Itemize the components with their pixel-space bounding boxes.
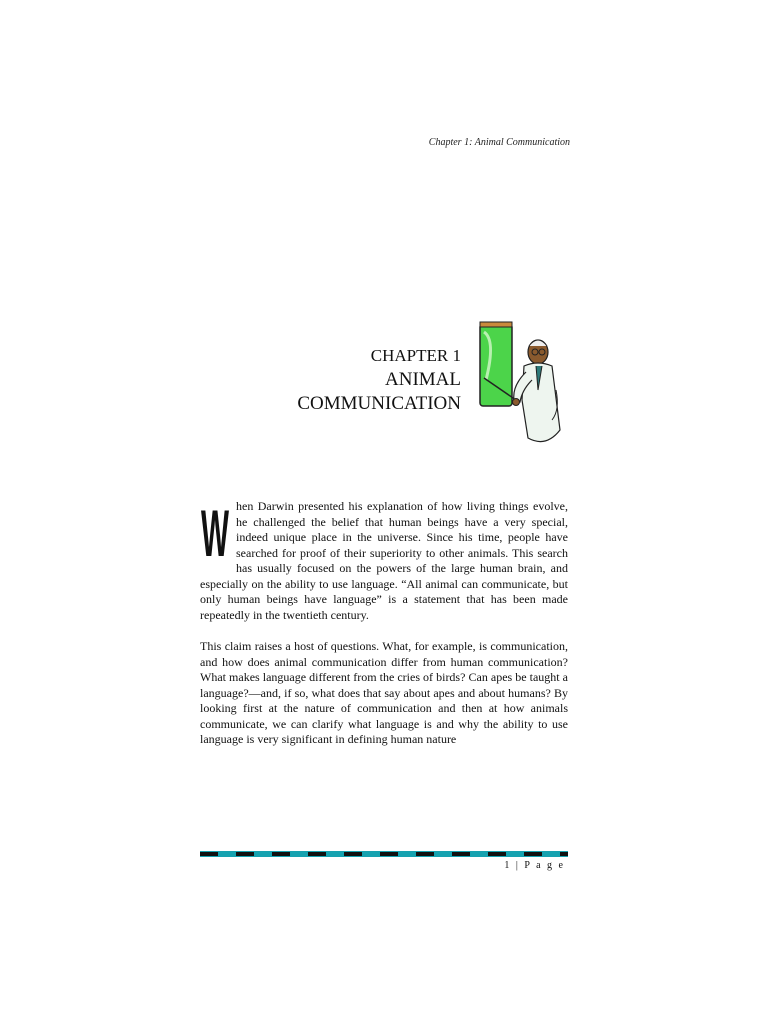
footer-divider <box>200 852 568 856</box>
chapter-title <box>297 344 461 416</box>
paragraph-1-text: hen Darwin presented his explanation of how living things evolve, he challenged the belief that human beings have a very special, indeed unique place in the universe. Since his time, people have searched for proof of their superiority to other animals. This search has usually focused on the powers of the large human brain, and especially on the ability to use language. “All animal can communicate, but only human beings have language” is a statement that has been made repeatedly in the twentieth century. <box>200 499 568 622</box>
paragraph-2: This claim raises a host of questions. What, for example, is communication, and how does animal communication differ from human communication? What makes language different from the cries of birds? Can apes be taught a language?—and, if so, what does that say about apes and about humans? By looking first at the nature of communication and then at how animals communicate, we can clarify what language is and why the ability to use language is very significant in defining human nature <box>200 639 568 746</box>
running-header: Chapter 1: Animal Communication <box>428 137 570 148</box>
chapter-title-line2: COMMUNICATION <box>297 393 461 414</box>
paragraph-1 <box>200 496 568 623</box>
chapter-number: CHAPTER 1 <box>370 346 461 365</box>
body-text <box>200 496 568 748</box>
chapter-title-line1: ANIMAL <box>385 369 461 390</box>
teacher-pointing-at-board-icon <box>476 320 566 455</box>
page-number: 1 | P a g e <box>504 860 565 871</box>
svg-text:W: W <box>201 496 230 570</box>
dropcap-w-icon <box>200 496 230 570</box>
